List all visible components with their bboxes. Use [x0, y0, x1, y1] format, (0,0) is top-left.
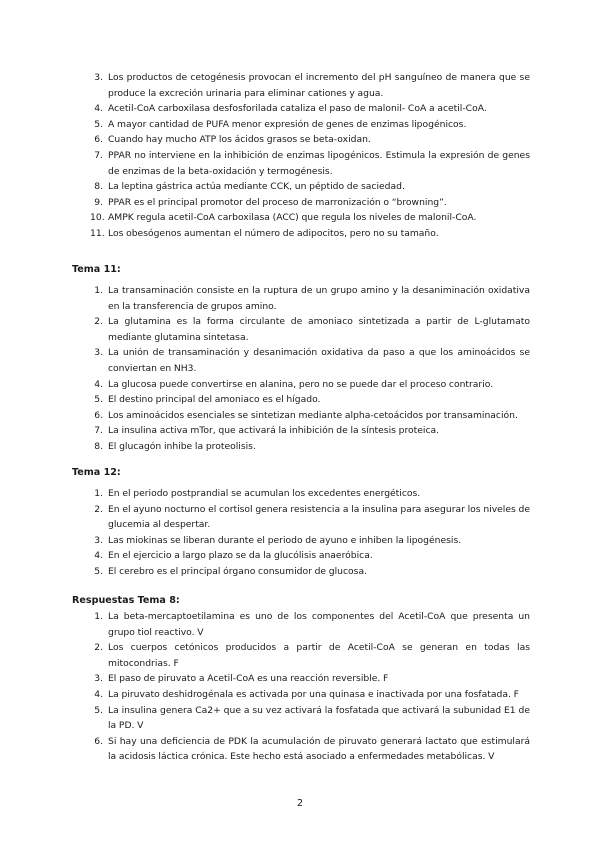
section-heading: Tema 11: — [72, 264, 121, 275]
list-item — [72, 423, 530, 439]
list-item-text: La glutamina es la forma circulante de amoniaco sintetizada a partir de L-glutamato mediante glutamina sintetasa. — [108, 316, 530, 343]
list-item-number: 5. — [94, 565, 103, 577]
list-item — [72, 564, 530, 580]
section-tema-12 — [72, 466, 530, 580]
list-item-number: 1. — [94, 611, 103, 622]
list-item — [72, 486, 530, 502]
list-item-number: 4. — [94, 103, 103, 115]
list-item — [72, 210, 530, 226]
list-item-text: El paso de piruvato a Acetil-CoA es una reacción reversible. F — [108, 673, 389, 685]
list-item — [72, 314, 530, 345]
list-item — [72, 392, 530, 408]
list-item-number: 7. — [94, 425, 103, 437]
list-item — [72, 101, 530, 117]
list-item-number: 3. — [94, 72, 103, 83]
list-item-text: La beta-mercaptoetilamina es uno de los componentes del Acetil-CoA que presenta un grupo tiol reactivo. V — [108, 611, 530, 638]
list-item — [72, 226, 530, 242]
list-item-text: PPAR es el principal promotor del proceso de marronización o “browning”. — [108, 196, 447, 208]
list-item-text: AMPK regula acetil-CoA carboxilasa (ACC) que regula los niveles de malonil-CoA. — [108, 212, 477, 224]
list-item-text: Los cuerpos cetónicos producidos a partir de Acetil-CoA se generan en todas las mitocondrias. F — [108, 642, 530, 669]
list-item-text: La insulina genera Ca2+ que a su vez activará la fosfatada que activará la subunidad E1 de la PD. V — [108, 704, 530, 732]
list-item-text: Cuando hay mucho ATP los ácidos grasos se beta-oxidan. — [108, 134, 371, 146]
section-respuestas-tema-8 — [72, 594, 530, 765]
list-item — [72, 117, 530, 133]
list-item — [72, 439, 530, 455]
list-item — [72, 148, 530, 179]
list-item — [72, 687, 530, 703]
list-item-number: 2. — [94, 642, 103, 654]
list-item-text: La glucosa puede convertirse en alanina, pero no se puede dar el proceso contrario. — [108, 378, 494, 390]
list-item-text: Los productos de cetogénesis provocan el incremento del pH sanguíneo de manera que se produce la excreción urinaria para eliminar cationes y agua. — [108, 72, 530, 99]
section-tema-11 — [72, 263, 530, 455]
list-item — [72, 70, 530, 101]
section-heading: Respuestas Tema 8: — [72, 595, 180, 606]
list-item-number: 3. — [94, 534, 103, 546]
list-item-text: El glucagón inhibe la proteolisis. — [108, 440, 256, 452]
list-item — [72, 703, 530, 734]
list-item-text: En el periodo postprandial se acumulan los excedentes energéticos. — [108, 488, 421, 499]
numbered-list — [72, 609, 530, 765]
list-item-number: 4. — [94, 378, 103, 390]
list-item-text: A mayor cantidad de PUFA menor expresión de genes de enzimas lipogénicos. — [108, 118, 467, 130]
list-item-text: El cerebro es el principal órgano consumidor de glucosa. — [108, 565, 368, 577]
list-item-number: 6. — [94, 134, 103, 146]
list-item-number: 7. — [94, 149, 103, 161]
list-item — [72, 283, 530, 314]
list-item-number: 3. — [94, 347, 103, 359]
list-continuation — [72, 70, 530, 242]
list-item-number: 11. — [90, 227, 105, 239]
list-item-text: Las miokinas se liberan durante el periodo de ayuno e inhiben la lipogénesis. — [108, 534, 462, 546]
list-item-number: 10. — [90, 212, 105, 224]
list-item — [72, 179, 530, 195]
list-item-number: 1. — [94, 285, 103, 296]
list-item-number: 8. — [94, 440, 103, 452]
list-item — [72, 609, 530, 640]
list-item-number: 9. — [94, 196, 103, 208]
list-item-text: La piruvato deshidrogénala es activada por una quinasa e inactivada por una fosfatada. F — [108, 688, 519, 700]
list-item — [72, 408, 530, 424]
list-item-number: 8. — [94, 181, 103, 193]
list-item-text: Acetil-CoA carboxilasa desfosforilada cataliza el paso de malonil- CoA a acetil-CoA. — [108, 103, 487, 115]
list-item — [72, 548, 530, 564]
numbered-list — [72, 283, 530, 455]
list-item — [72, 195, 530, 211]
list-item — [72, 502, 530, 533]
list-item — [72, 671, 530, 687]
list-item-text: La transaminación consiste en la ruptura de un grupo amino y la desaniminación oxidativa en la transferencia de grupos amino. — [108, 285, 530, 312]
list-item-text: Si hay una deficiencia de PDK la acumulación de piruvato generará lactato que estimulará la acidosis láctica crónica. Este hecho está asociado a enfermedades metabólicas. V — [108, 735, 530, 763]
list-item-number: 5. — [94, 394, 103, 406]
list-item-text: La insulina activa mTor, que activará la inhibición de la síntesis proteica. — [108, 425, 440, 437]
list-item-text: La unión de transaminación y desanimación oxidativa da paso a que los aminoácidos se conviertan en NH3. — [108, 347, 530, 374]
list-item-number: 6. — [94, 409, 103, 421]
list-item-number: 2. — [94, 316, 103, 328]
list-item-text: PPAR no interviene en la inhibición de enzimas lipogénicos. Estimula la expresión de genes de enzimas de la beta-oxidación y termogénesis. — [108, 149, 530, 177]
list-item-number: 2. — [94, 503, 103, 515]
list-item-text: En el ayuno nocturno el cortisol genera resistencia a la insulina para asegurar los niveles de glucemia al despertar. — [108, 503, 530, 531]
list-item-number: 4. — [94, 550, 103, 562]
page-number: 2 — [296, 798, 304, 809]
list-item-text: La leptina gástrica actúa mediante CCK, un péptido de saciedad. — [108, 181, 405, 193]
list-item — [72, 377, 530, 393]
list-item-text: En el ejercicio a largo plazo se da la glucólisis anaeróbica. — [108, 550, 373, 562]
list-item — [72, 132, 530, 148]
list-item-number: 5. — [94, 118, 103, 130]
list-item-number: 6. — [94, 735, 103, 747]
list-item-text: Los aminoácidos esenciales se sintetizan mediante alpha-cetoácidos por transaminación. — [108, 409, 518, 421]
list-item — [72, 734, 530, 765]
list-item-number: 4. — [94, 688, 103, 700]
list-item — [72, 533, 530, 549]
list-item-number: 3. — [94, 673, 103, 685]
list-item — [72, 640, 530, 671]
list-item-number: 5. — [94, 704, 103, 716]
numbered-list — [72, 486, 530, 580]
list-item-text: El destino principal del amoniaco es el hígado. — [108, 394, 321, 406]
list-item-number: 1. — [94, 488, 103, 499]
section-heading: Tema 12: — [72, 467, 121, 478]
list-item-text: Los obesógenos aumentan el número de adipocitos, pero no su tamaño. — [108, 227, 439, 239]
list-item — [72, 345, 530, 376]
numbered-list — [72, 70, 530, 242]
